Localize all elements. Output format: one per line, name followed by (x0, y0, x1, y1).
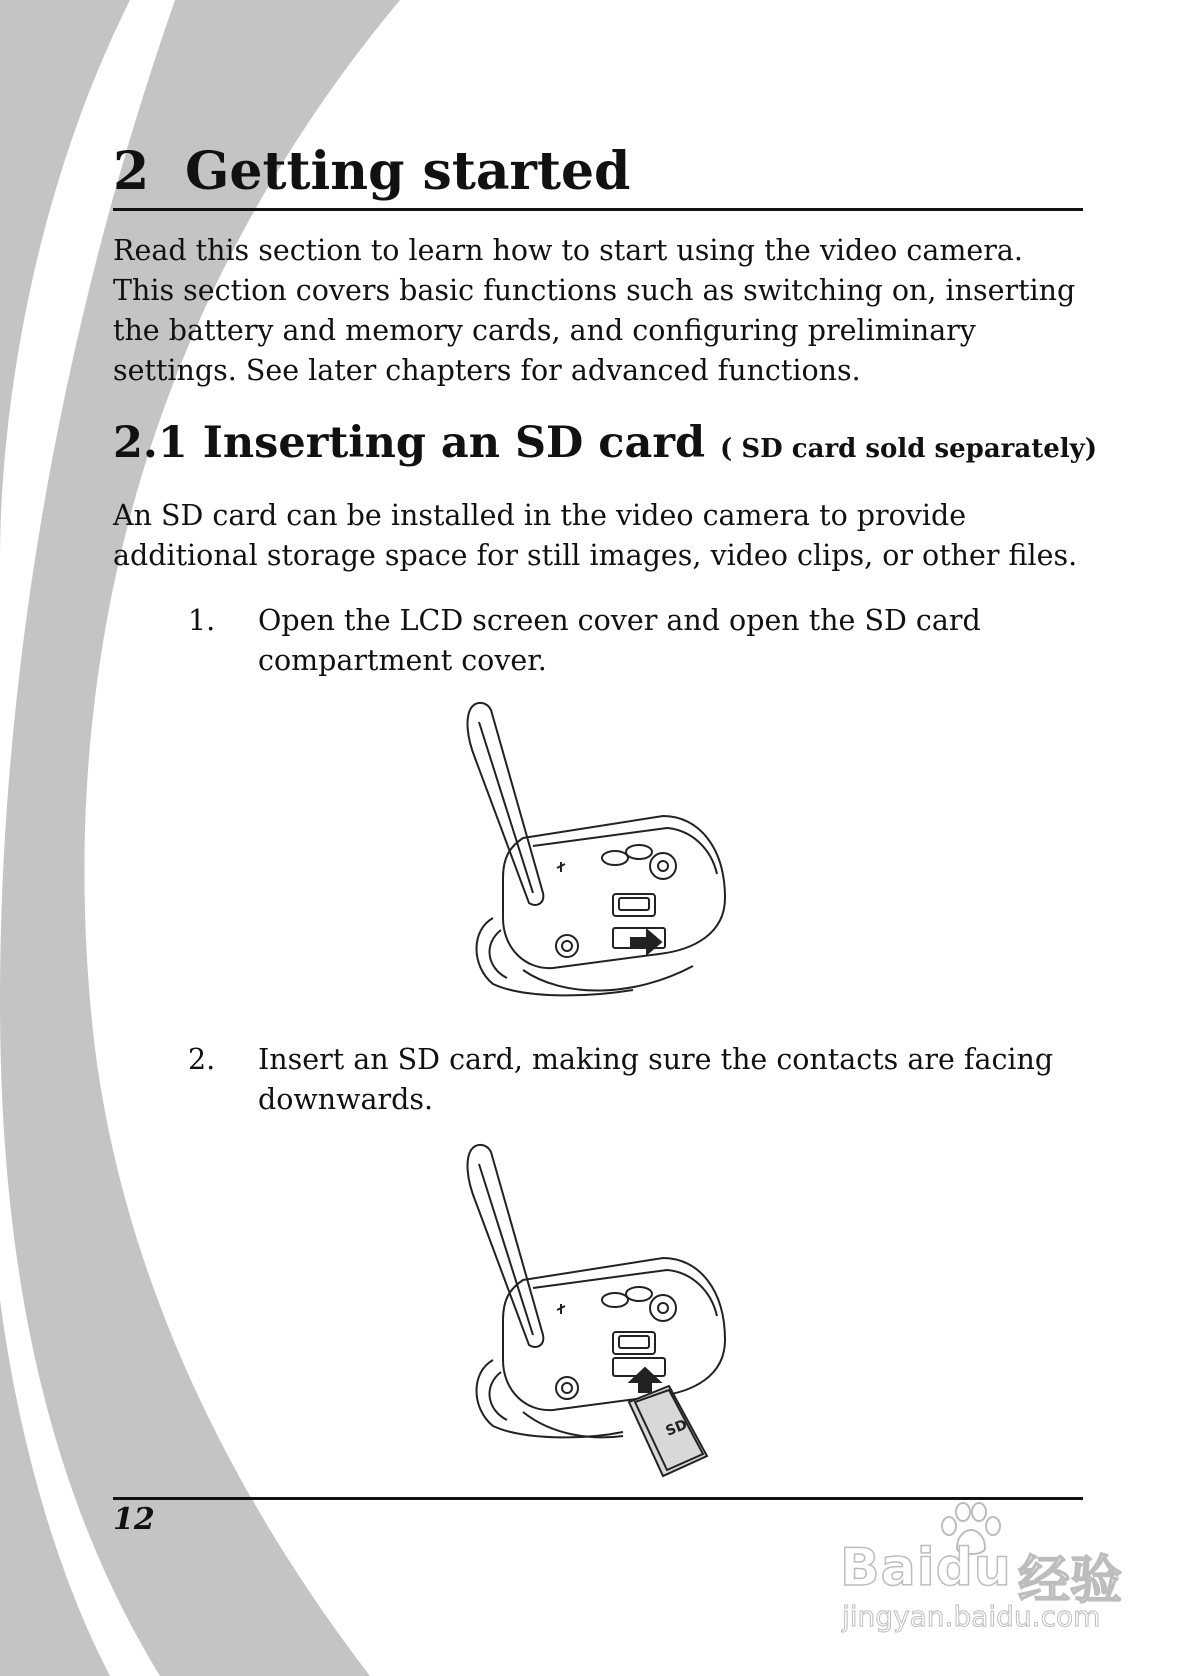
step-number: 1. (188, 604, 216, 637)
chapter-number: 2 (113, 141, 150, 202)
record-button-inner (562, 941, 572, 951)
tripod-mark (557, 862, 565, 872)
step-number: 2. (188, 1043, 216, 1076)
lcd-inner (479, 1164, 533, 1335)
watermark-brand: Baidu (840, 1538, 1012, 1598)
tripod-mark (557, 1304, 565, 1314)
section-title (113, 417, 1103, 475)
joystick (650, 1295, 676, 1321)
chapter-title-text: Getting started (185, 141, 631, 202)
watermark-cn: 经验 (1018, 1551, 1123, 1611)
hand-strap-inner (490, 930, 507, 978)
menu-button (626, 845, 652, 859)
mode-button (602, 851, 628, 865)
joystick (650, 853, 676, 879)
arrow-up-icon (630, 1368, 660, 1392)
joystick-center (658, 1303, 668, 1313)
joystick-center (658, 861, 668, 871)
step-text: Insert an SD card, making sure the contacts are facing downwards. (258, 1043, 1054, 1116)
chapter-title-rule (113, 208, 1083, 211)
watermark-url: jingyan.baidu.com (842, 1600, 1101, 1633)
record-button (556, 935, 578, 957)
section-title-text: 2.1 Inserting an SD card (113, 418, 706, 468)
baidu-watermark (840, 1500, 1130, 1640)
page-number: 12 (113, 1502, 155, 1537)
chapter-title (113, 140, 1093, 204)
lcd-inner (479, 722, 533, 893)
step-text: Open the LCD screen cover and open the SD card compartment cover. (258, 604, 981, 677)
record-button-inner (562, 1383, 572, 1393)
mode-button (602, 1293, 628, 1307)
base-curve (523, 966, 693, 991)
record-button (556, 1377, 578, 1399)
hand-strap-inner (490, 1372, 507, 1420)
sd-slot (619, 1336, 649, 1348)
sd-card-label: SD (663, 1416, 690, 1440)
figure-open-sd-cover (463, 698, 728, 1020)
hand-strap (477, 1360, 624, 1437)
sd-slot (619, 898, 649, 910)
section-paragraph: An SD card can be installed in the video camera to provide additional storage space for still images, video clips, or other files. (113, 499, 1078, 572)
section-title-note: ( SD card sold separately) (720, 434, 1098, 464)
figure-insert-sd-card (463, 1140, 728, 1480)
arrow-down-icon (631, 930, 661, 954)
intro-paragraph: Read this section to learn how to start using the video camera. This section covers basic functions such as switching on, inserting the battery and memory cards, and configuring preliminary settings. See later chapters for advanced functions. (113, 234, 1076, 387)
menu-button (626, 1287, 652, 1301)
sd-card (629, 1386, 707, 1476)
